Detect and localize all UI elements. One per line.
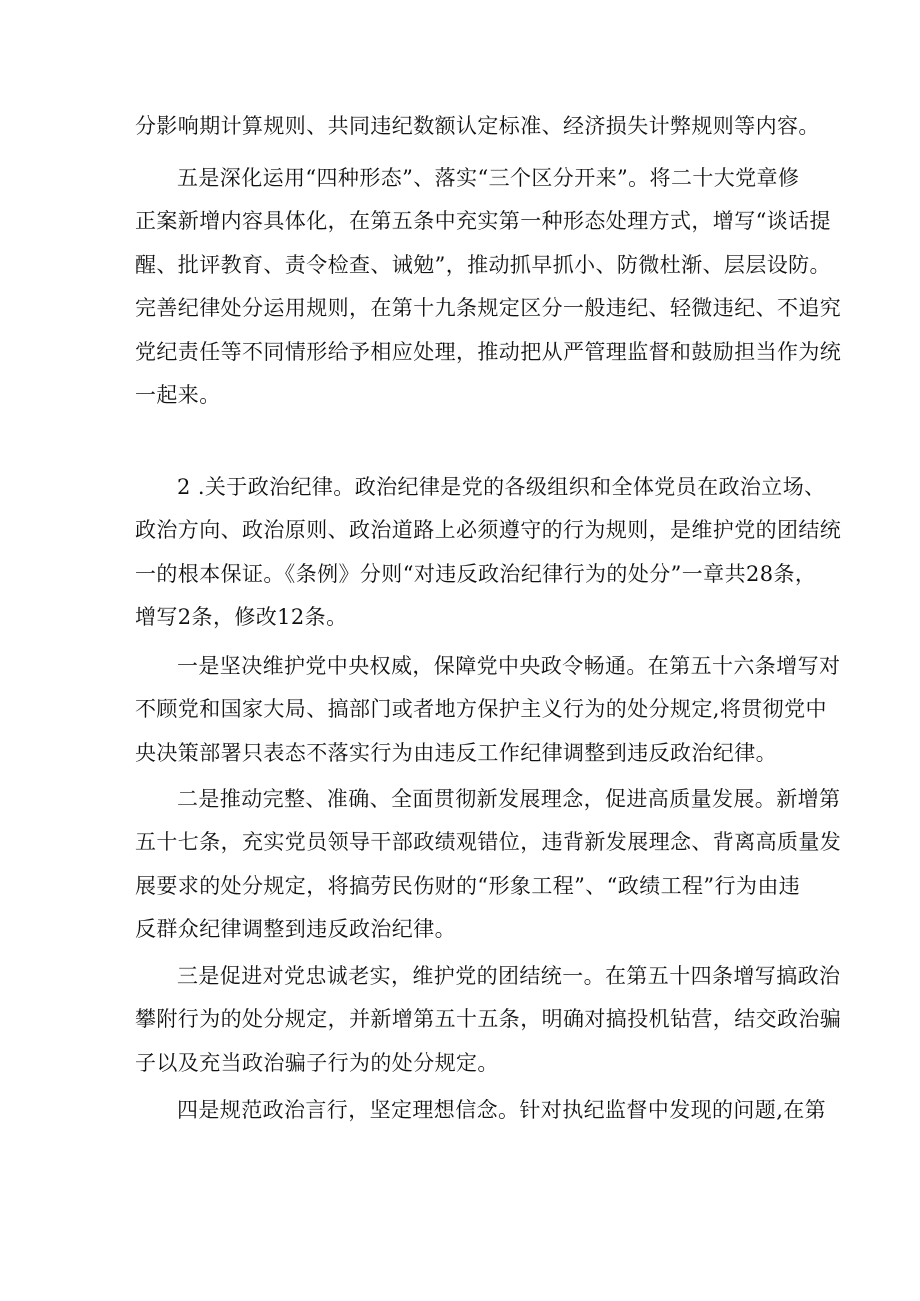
text-line: 增写2条，修改12条。: [135, 605, 348, 630]
paragraph-continuation: [135, 105, 820, 148]
text-line: 子以及充当政治骗子行为的处分规定。: [135, 1050, 499, 1075]
text-line: 展要求的处分规定，将搞劳民伤财的“形象工程”、“政绩工程”行为由违: [135, 873, 801, 898]
text-line: 攀附行为的处分规定，并新增第五十五条，明确对搞投机钻营，结交政治骗: [135, 1007, 842, 1032]
text-line: 分影响期计算规则、共同违纪数额认定标准、经济损失计弊规则等内容。: [135, 114, 820, 138]
text-line: 一的根本保证。《条例》分则“对违反政治纪律行为的处分”一章共28条，: [135, 561, 817, 586]
paragraph-new-development: [135, 778, 842, 952]
text-line: 四是规范政治言行，坚定理想信念。针对执纪监督中发现的问题,在第: [177, 1098, 827, 1122]
text-line: 二是推动完整、准确、全面贯彻新发展理念，促进高质量发展。新增第: [177, 787, 841, 811]
text-line: 三是促进对党忠诚老实，维护党的团结统一。在第五十四条增写搞政治: [177, 964, 841, 988]
text-line: 党纪责任等不同情形给予相应处理，推动把从严管理监督和鼓励担当作为统: [135, 339, 842, 364]
text-line: 醒、批评教育、责令检查、诫勉”，推动抓早抓小、防微杜渐、层层设防。: [135, 252, 831, 277]
text-line: 一是坚决维护党中央权威，保障党中央政令畅通。在第五十六条增写对: [177, 654, 841, 678]
text-line: 不顾党和国家大局、搞部门或者地方保护主义行为的处分规定,将贯彻党中: [135, 697, 827, 722]
text-line: 2 .关于政治纪律。政治纪律是党的各级组织和全体党员在政治立场、: [177, 475, 826, 499]
paragraph-political-discipline: [135, 466, 842, 640]
paragraph-loyalty: [135, 955, 842, 1085]
text-line: 五是深化运用“四种形态”、落实“三个区分开来”。将二十大党章修: [177, 166, 800, 190]
paragraph-political-speech: [135, 1089, 827, 1132]
text-line: 央决策部署只表态不落实行为由违反工作纪律调整到违反政治纪律。: [135, 740, 777, 765]
text-line: 完善纪律处分运用规则，在第十九条规定区分一般违纪、轻微违纪、不追究: [135, 296, 842, 321]
text-line: 五十七条，充实党员领导干部政绩观错位，违背新发展理念、背离高质量发: [135, 830, 842, 855]
paragraph-central-authority: [135, 645, 841, 775]
text-line: 政治方向、政治原则、政治道路上必须遵守的行为规则，是维护党的团结统: [135, 518, 842, 543]
paragraph-four-forms: [135, 157, 842, 417]
text-line: 一起来。: [135, 383, 221, 408]
text-line: 正案新增内容具体化，在第五条中充实第一种形态处理方式，增写“谈话提: [135, 209, 831, 234]
text-line: 反群众纪律调整到违反政治纪律。: [135, 917, 456, 942]
